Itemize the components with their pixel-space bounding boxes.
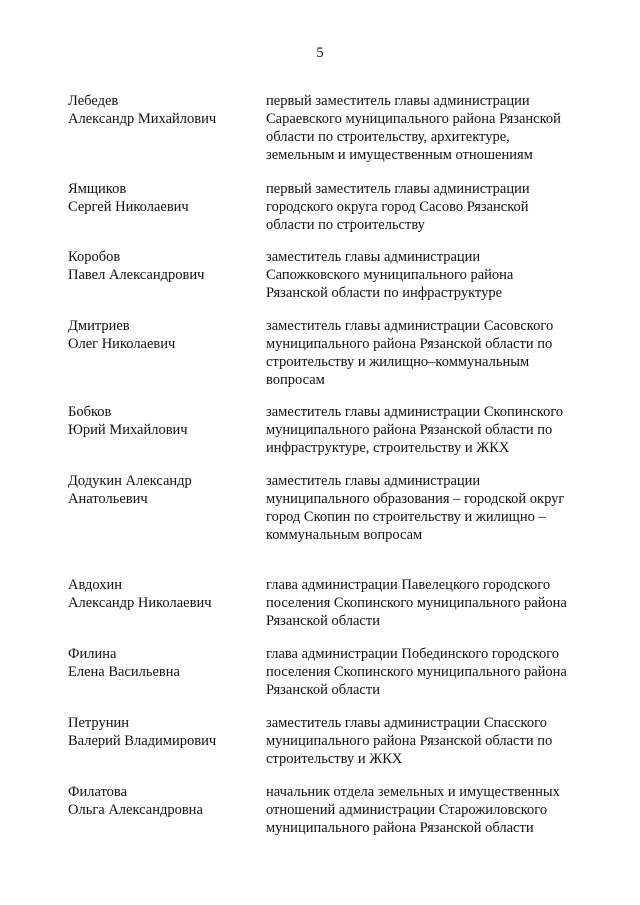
position-title: [266, 645, 596, 699]
person-name: [68, 92, 258, 128]
position-line: глава администрации Павелецкого городского: [266, 577, 551, 593]
position-title: [266, 783, 596, 837]
position-line: поселения Скопинского муниципального района: [266, 595, 567, 611]
position-line: инфраструктуре, строительству и ЖКХ: [266, 440, 510, 456]
surname: Бобков: [68, 404, 112, 420]
given-names: Сергей Николаевич: [68, 199, 189, 215]
position-line: вопросам: [266, 372, 325, 388]
position-line: заместитель главы администрации Сасовского: [266, 318, 554, 334]
person-name: [68, 180, 258, 216]
position-line: области по строительству: [266, 217, 425, 233]
position-line: поселения Скопинского муниципального района: [266, 664, 567, 680]
surname: Додукин Александр: [68, 473, 192, 489]
surname: Ямщиков: [68, 181, 127, 197]
position-title: [266, 92, 596, 164]
position-title: [266, 180, 596, 234]
given-names: Анатольевич: [68, 491, 148, 507]
position-line: Сараевского муниципального района Рязанской: [266, 111, 561, 127]
position-line: город Скопин по строительству и жилищно –: [266, 509, 546, 525]
position-line: городского округа город Сасово Рязанской: [266, 199, 529, 215]
position-line: муниципального района Рязанской области по: [266, 733, 553, 749]
position-line: строительству и ЖКХ: [266, 751, 403, 767]
position-line: Сапожковского муниципального района: [266, 267, 514, 283]
position-title: [266, 248, 596, 302]
person-name: [68, 645, 258, 681]
person-name: [68, 317, 258, 353]
position-line: муниципального района Рязанской области: [266, 820, 534, 836]
position-line: земельным и имущественным отношениям: [266, 147, 533, 163]
surname: Дмитриев: [68, 318, 130, 334]
given-names: Павел Александрович: [68, 267, 205, 283]
surname: Петрунин: [68, 715, 130, 731]
position-line: первый заместитель главы администрации: [266, 181, 530, 197]
person-name: [68, 403, 258, 439]
surname: Филатова: [68, 784, 127, 800]
position-title: [266, 714, 596, 768]
given-names: Юрий Михайлович: [68, 422, 188, 438]
given-names: Елена Васильевна: [68, 664, 180, 680]
position-line: начальник отдела земельных и имущественных: [266, 784, 560, 800]
position-title: [266, 403, 596, 457]
person-name: [68, 472, 258, 508]
position-title: [266, 472, 596, 544]
person-name: [68, 576, 258, 612]
surname: Филина: [68, 646, 117, 662]
position-line: коммунальным вопросам: [266, 527, 423, 543]
position-line: отношений администрации Старожиловского: [266, 802, 548, 818]
position-line: глава администрации Побединского городского: [266, 646, 560, 662]
given-names: Александр Николаевич: [68, 595, 212, 611]
surname: Лебедев: [68, 93, 119, 109]
person-name: [68, 783, 258, 819]
position-line: муниципального района Рязанской области по: [266, 422, 553, 438]
position-line: строительству и жилищно–коммунальным: [266, 354, 530, 370]
given-names: Валерий Владимирович: [68, 733, 217, 749]
surname: Авдохин: [68, 577, 122, 593]
given-names: Ольга Александровна: [68, 802, 203, 818]
position-line: Рязанской области: [266, 682, 380, 698]
position-line: заместитель главы администрации Скопинского: [266, 404, 564, 420]
position-line: Рязанской области: [266, 613, 380, 629]
position-line: области по строительству, архитектуре,: [266, 129, 510, 145]
person-name: [68, 248, 258, 284]
position-title: [266, 576, 596, 630]
surname: Коробов: [68, 249, 121, 265]
position-line: муниципального образования – городской округ: [266, 491, 565, 507]
position-line: Рязанской области по инфраструктуре: [266, 285, 503, 301]
position-title: [266, 317, 596, 389]
page-number: 5: [316, 45, 324, 61]
position-line: первый заместитель главы администрации: [266, 93, 530, 109]
given-names: Александр Михайлович: [68, 111, 217, 127]
position-line: заместитель главы администрации: [266, 249, 481, 265]
given-names: Олег Николаевич: [68, 336, 176, 352]
person-name: [68, 714, 258, 750]
position-line: муниципального района Рязанской области по: [266, 336, 553, 352]
position-line: заместитель главы администрации: [266, 473, 481, 489]
position-line: заместитель главы администрации Спасского: [266, 715, 547, 731]
